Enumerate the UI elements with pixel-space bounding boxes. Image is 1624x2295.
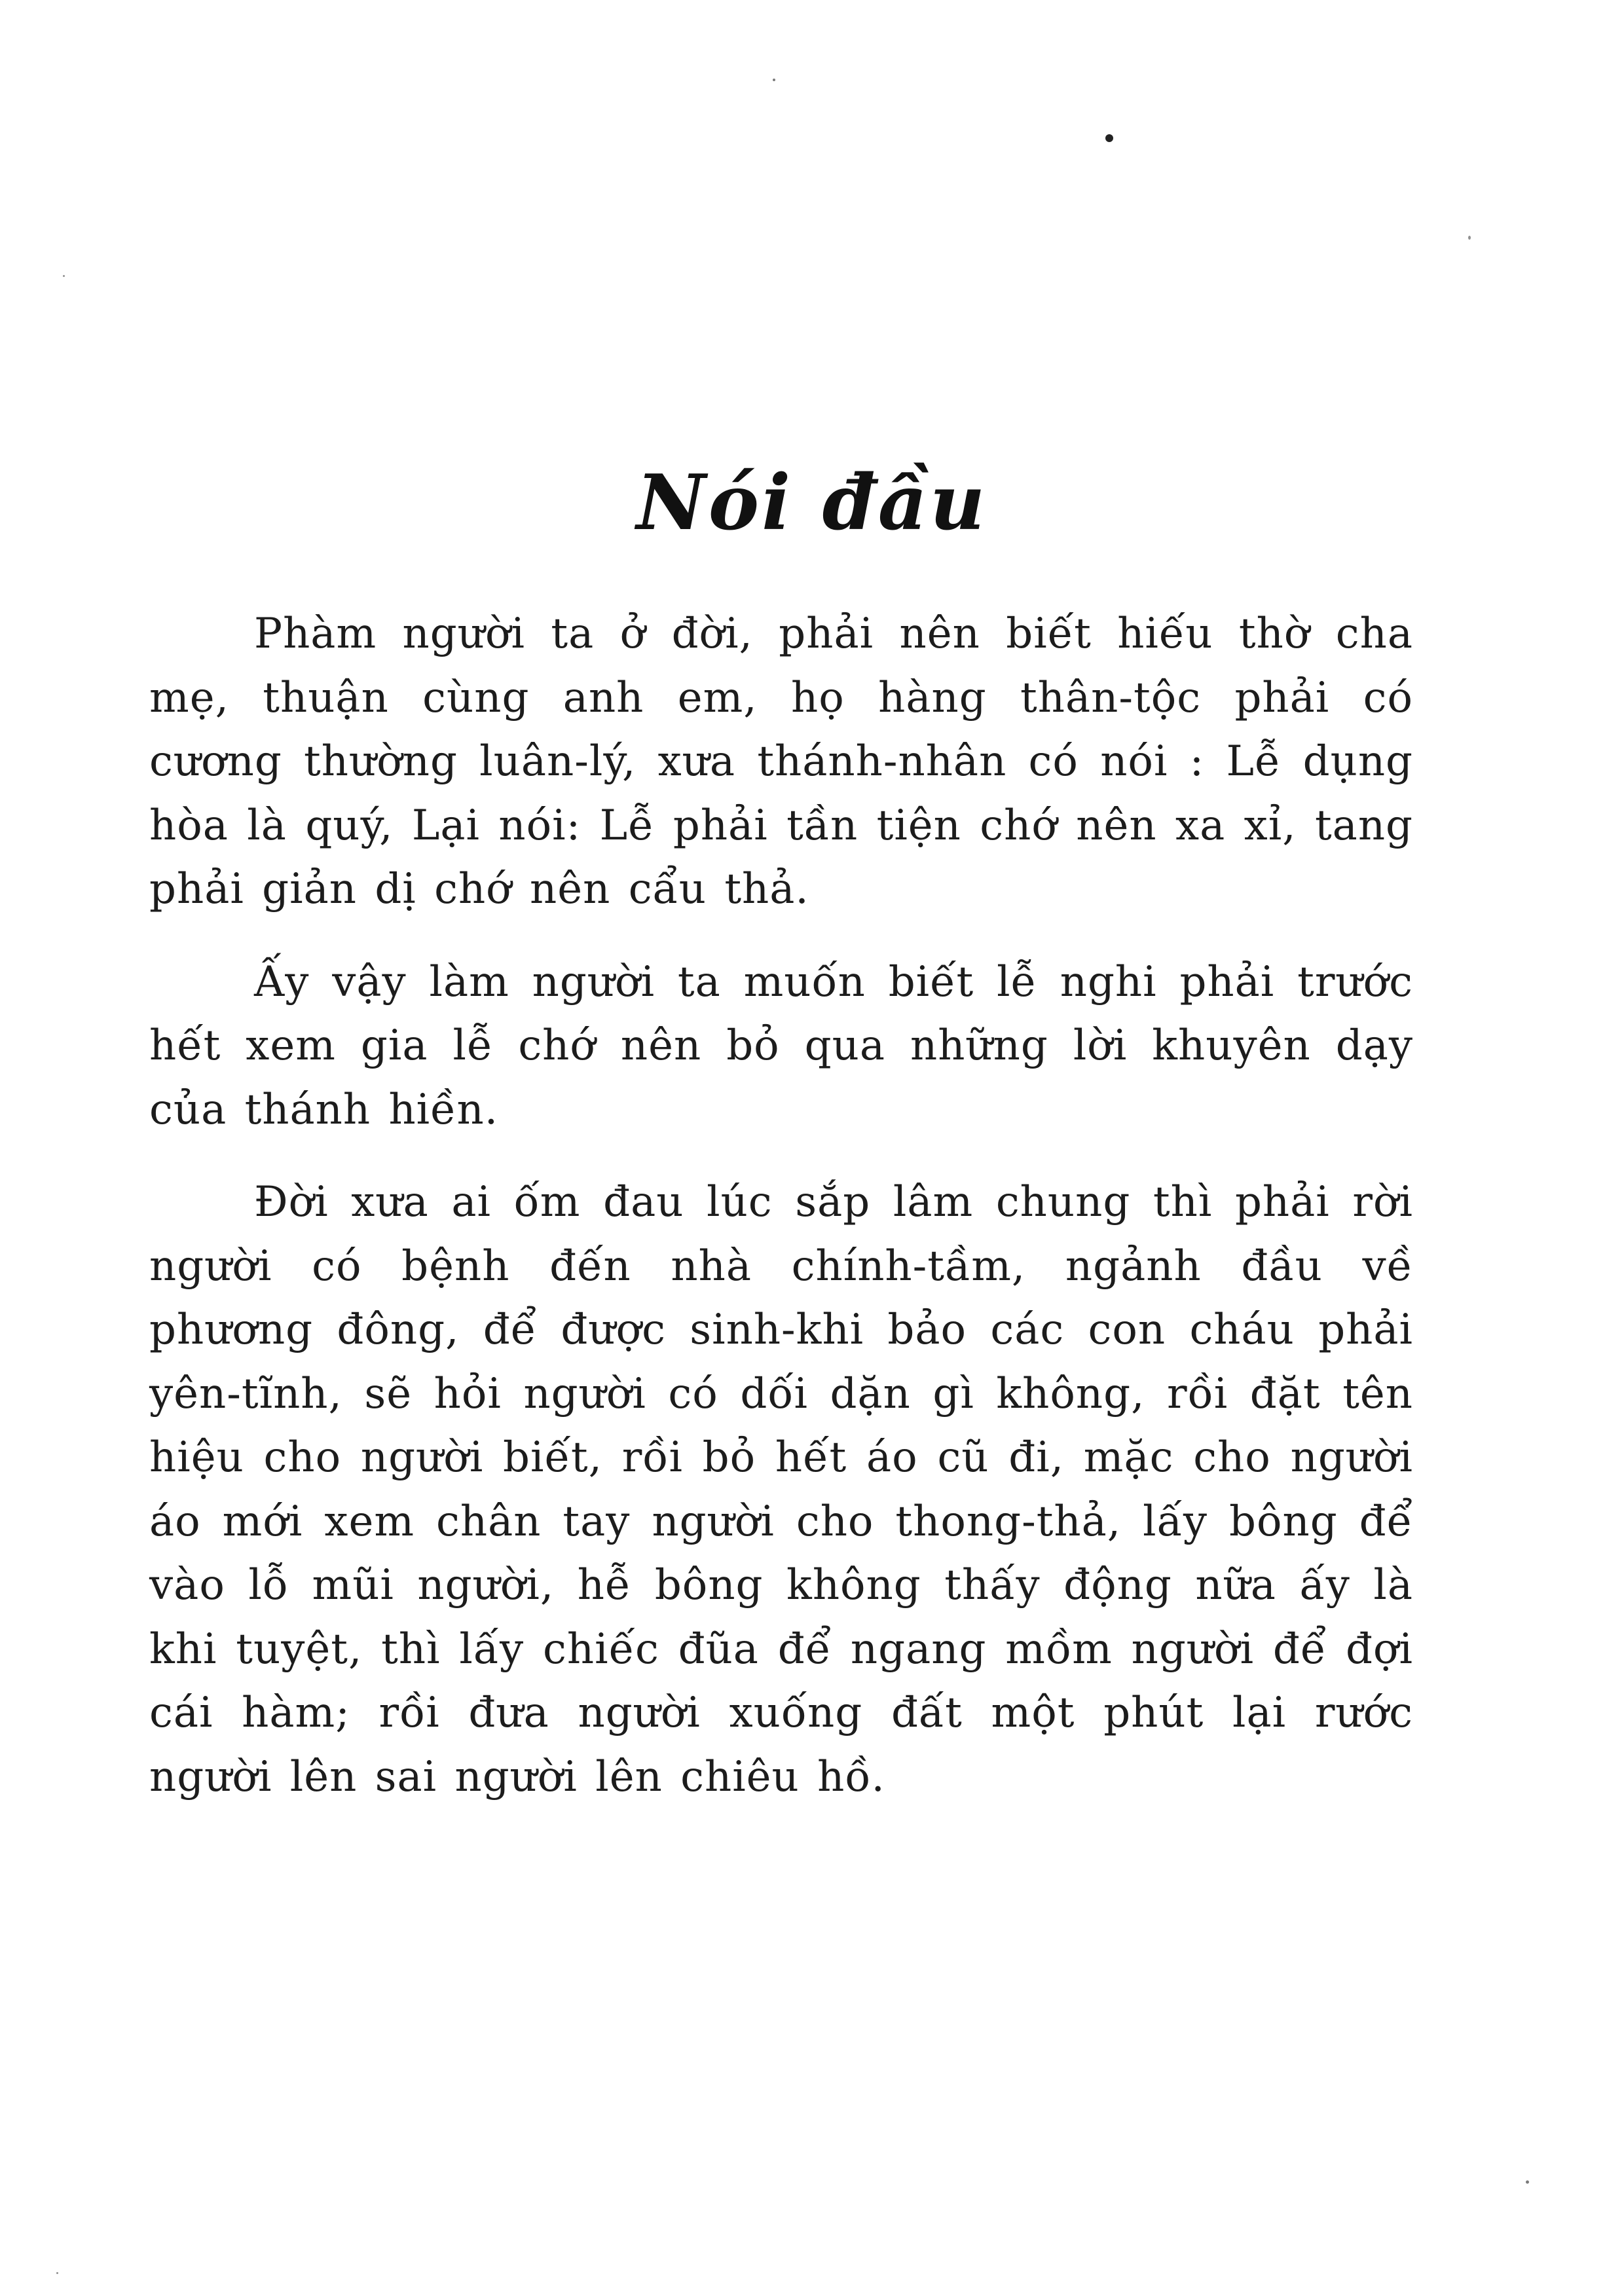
paragraph: Ấy vậy làm người ta muốn biết lễ nghi phải trước hết xem gia lễ chớ nên bỏ qua những lời khuyên dạy của thánh hiền.	[149, 957, 1413, 1134]
ink-speck	[773, 79, 775, 81]
body-text	[149, 602, 1413, 1809]
ink-speck	[1468, 236, 1471, 240]
ink-speck	[1526, 2180, 1529, 2184]
paragraph: Phàm người ta ở đời, phải nên biết hiếu thờ cha mẹ, thuận cùng anh em, họ hàng thân-tộc phải có cương thường luân-lý, xưa thánh-nhân có nói : Lễ dụng hòa là quý, Lại nói: Lễ phải tần tiện chớ nên xa xỉ, tang phải giản dị chớ nên cẩu thả.	[149, 610, 1413, 913]
ink-speck	[56, 2272, 58, 2274]
paragraph: Đời xưa ai ốm đau lúc sắp lâm chung thì phải rời người có bệnh đến nhà chính-tầm, ngảnh đầu về phương đông, để được sinh-khi bảo các con cháu phải yên-tĩnh, sẽ hỏi người có dối dặn gì không, rồi đặt tên hiệu cho người biết, rồi bỏ hết áo cũ đi, mặc cho người áo mới xem chân tay người cho thong-thả, lấy bông để vào lỗ mũi người, hễ bông không thấy động nữa ấy là khi tuyệt, thì lấy chiếc đũa để ngang mồm người để đợi cái hàm; rồi đưa người xuống đất một phút lại rước người lên sai người lên chiêu hồ.	[149, 1178, 1413, 1801]
ink-speck	[1105, 134, 1113, 142]
ink-speck	[63, 275, 65, 277]
page-title: Nói đầu	[636, 458, 988, 547]
